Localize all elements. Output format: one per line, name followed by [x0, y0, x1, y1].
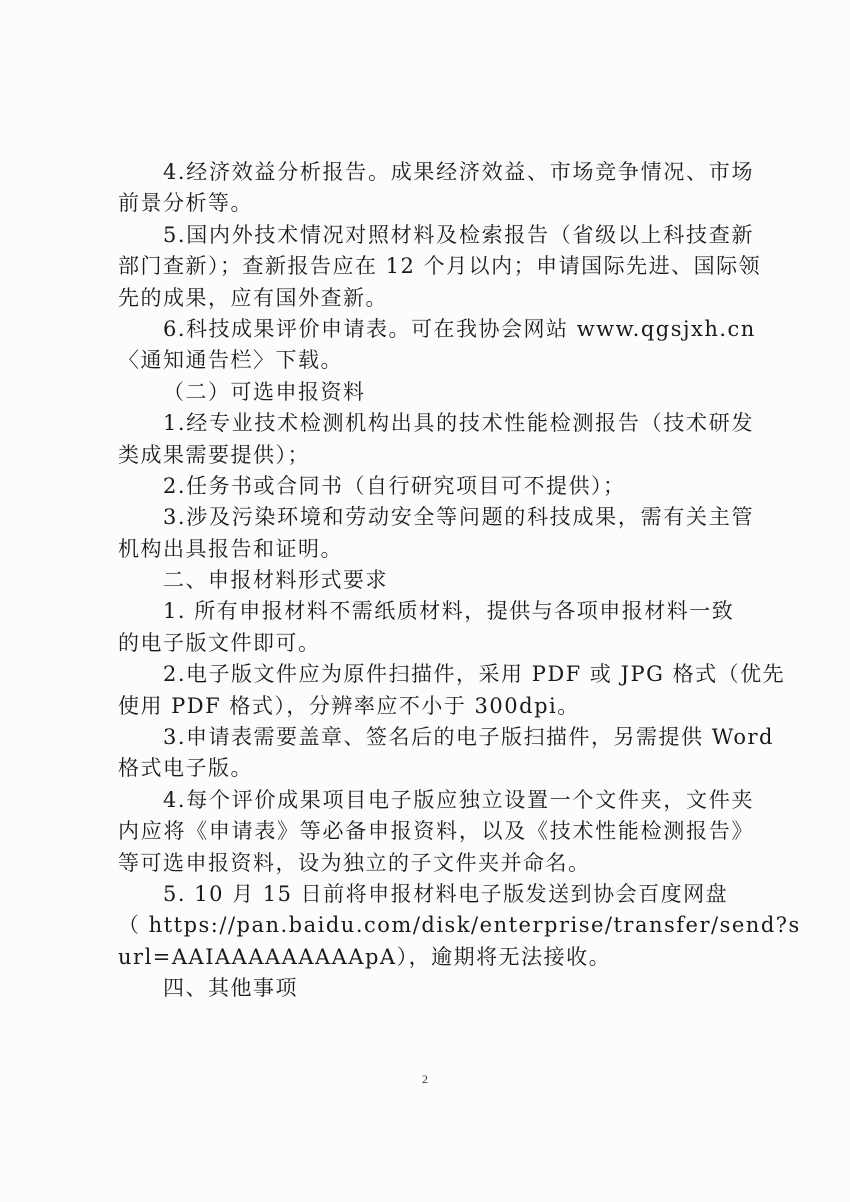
paragraph-line: 3.申请表需要盖章、签名后的电子版扫描件，另需提供 Word — [163, 725, 774, 750]
paragraph-line: 使用 PDF 格式），分辨率应不小于 300dpi。 — [118, 693, 580, 718]
document-body — [118, 157, 801, 1005]
section-heading: （二）可选申报资料 — [163, 379, 366, 404]
paragraph-line: 2.任务书或合同书（自行研究项目可不提供）； — [163, 473, 626, 498]
paragraph-line: 6.科技成果评价申请表。可在我协会网站 www.qgsjxh.cn — [163, 316, 756, 341]
section-heading: 四、其他事项 — [163, 976, 298, 1001]
paragraph-line: 机构出具报告和证明。 — [118, 536, 343, 561]
paragraph-line: 4.经济效益分析报告。成果经济效益、市场竞争情况、市场 — [163, 160, 754, 184]
paragraph-line: 的电子版文件即可。 — [118, 630, 321, 655]
paragraph-line: 5. 10 月 15 日前将申报材料电子版发送到协会百度网盘 — [163, 881, 729, 906]
paragraph-line: 〈通知通告栏〉下载。 — [118, 348, 343, 373]
paragraph-line: 部门查新）；查新报告应在 12 个月以内；申请国际先进、国际领 — [118, 254, 762, 279]
paragraph-line: （ https://pan.baidu.com/disk/enterprise/transfer/send?s — [118, 913, 801, 938]
paragraph-line: 3.涉及污染环境和劳动安全等问题的科技成果，需有关主管 — [163, 505, 754, 530]
paragraph-line: 类成果需要提供）； — [118, 442, 310, 467]
paragraph-line: 4.每个评价成果项目电子版应独立设置一个文件夹，文件夹 — [163, 787, 754, 812]
paragraph-line: url=AAIAAAAAAAAApA），逾期将无法接收。 — [118, 944, 612, 969]
paragraph-line: 格式电子版。 — [118, 756, 253, 781]
paragraph-line: 5.国内外技术情况对照材料及检索报告（省级以上科技查新 — [163, 222, 754, 247]
paragraph-line: 2.电子版文件应为原件扫描件，采用 PDF 或 JPG 格式（优先 — [163, 662, 786, 687]
paragraph-line: 等可选申报资料，设为独立的子文件夹并命名。 — [118, 850, 591, 875]
paragraph-line: 1. 所有申报材料不需纸质材料，提供与各项申报材料一致 — [163, 599, 735, 624]
paragraph-line: 1.经专业技术检测机构出具的技术性能检测报告（技术研发 — [163, 411, 754, 436]
section-heading: 二、申报材料形式要求 — [163, 568, 388, 593]
paragraph-line: 先的成果，应有国外查新。 — [118, 285, 388, 310]
page-number: 2 — [422, 1072, 428, 1086]
paragraph-line: 内应将《申请表》等必备申报资料，以及《技术性能检测报告》 — [118, 819, 754, 844]
paragraph-line: 前景分析等。 — [118, 191, 253, 216]
